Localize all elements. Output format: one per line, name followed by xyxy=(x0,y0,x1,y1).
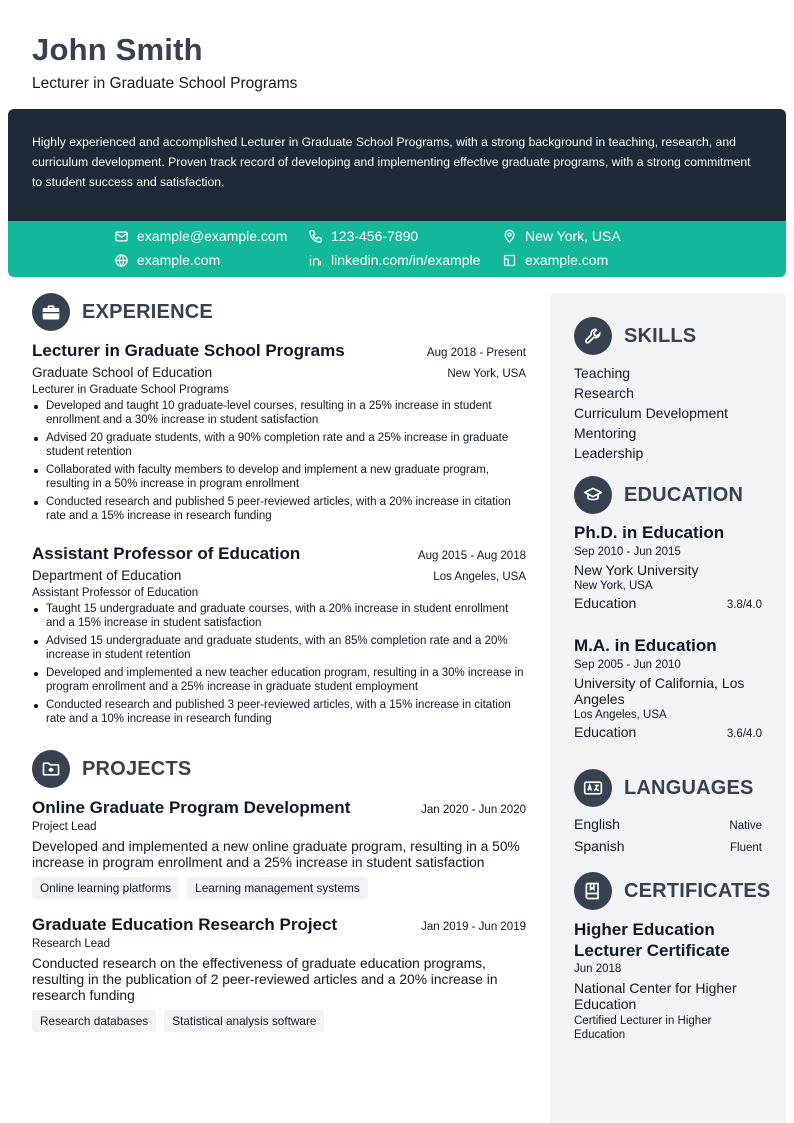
job-role: Assistant Professor of Education xyxy=(32,587,199,599)
language-icon xyxy=(574,769,612,807)
job-bullet: Collaborated with faculty members to develop and implement a new graduate program, resulting in a 50% increase in program enrollment xyxy=(32,463,526,491)
job-bullet: Advised 20 graduate students, with a 90% completion rate and a 25% increase in graduate student retention xyxy=(32,431,526,459)
experience-item xyxy=(32,341,526,527)
job-bullet: Conducted research and published 5 peer-reviewed articles, with a 20% increase in citation rate and a 15% increase in research funding xyxy=(32,495,526,523)
sidebar xyxy=(550,293,786,1123)
project-description: Developed and implemented a new online graduate program, resulting in a 50% increase in program enrollment and a 25% increase in student satisfaction xyxy=(32,839,520,870)
job-location: Los Angeles, USA xyxy=(433,571,526,583)
job-bullets xyxy=(32,399,526,523)
skill-item: Mentoring xyxy=(574,425,637,441)
contact-location-text: New York, USA xyxy=(525,228,621,244)
experience-item xyxy=(32,544,526,730)
job-bullets xyxy=(32,602,526,726)
language-level: Native xyxy=(729,820,762,832)
language-name: Spanish xyxy=(574,838,625,854)
project-tag: Online learning platforms xyxy=(32,877,179,899)
education-school: University of California, Los Angeles xyxy=(574,675,745,707)
skill-item: Curriculum Development xyxy=(574,405,729,421)
languages-title: LANGUAGES xyxy=(624,776,754,799)
education-field: Education xyxy=(574,724,637,740)
job-bullet: Taught 15 undergraduate and graduate courses, with a 20% increase in student enrollment and a 15% increase in student satisfaction xyxy=(32,602,526,630)
skill-item: Leadership xyxy=(574,445,644,461)
project-tag: Research databases xyxy=(32,1010,156,1032)
project-dates: Jan 2019 - Jun 2019 xyxy=(421,921,526,933)
job-title: Lecturer in Graduate School Programs xyxy=(32,341,345,360)
contact-bar xyxy=(8,221,786,277)
job-dates: Aug 2015 - Aug 2018 xyxy=(417,550,526,562)
project-item xyxy=(32,798,526,899)
project-tag: Learning management systems xyxy=(187,877,368,899)
certificates-title: CERTIFICATES xyxy=(624,879,771,902)
education-degree: Ph.D. in Education xyxy=(574,523,725,542)
job-organization: Department of Education xyxy=(32,568,182,583)
project-tags xyxy=(32,877,526,899)
mail-icon xyxy=(114,229,129,244)
skills-list xyxy=(574,363,728,463)
job-title: Assistant Professor of Education xyxy=(32,544,301,563)
project-title: Graduate Education Research Project xyxy=(32,915,338,934)
project-role: Project Lead xyxy=(32,821,97,833)
contact-email-text: example@example.com xyxy=(137,228,288,244)
resume-headline: Lecturer in Graduate School Programs xyxy=(32,75,298,92)
certificate-title: Higher Education Lecturer Certificate xyxy=(574,920,730,960)
resume-name: John Smith xyxy=(32,32,203,67)
graduation-cap-icon xyxy=(574,476,612,514)
summary-text: Highly experienced and accomplished Lecturer in Graduate School Programs, with a strong background in teaching, research, and curriculum development. Proven track record of developing and implementing effective graduate programs, with a strong commitment to student success and satisfaction. xyxy=(32,135,751,189)
skill-item: Research xyxy=(574,385,634,401)
skills-heading xyxy=(574,317,696,355)
certificate-note: Certified Lecturer in Higher Education xyxy=(574,1015,712,1041)
job-bullet: Developed and implemented a new teacher education program, resulting in a 30% increase in program enrollment and a 25% increase in graduate student employment xyxy=(32,666,526,694)
education-location: New York, USA xyxy=(574,580,653,592)
education-dates: Sep 2010 - Jun 2015 xyxy=(574,546,681,558)
phone-icon xyxy=(308,229,323,244)
job-role: Lecturer in Graduate School Programs xyxy=(32,384,229,396)
job-bullet: Developed and taught 10 graduate-level courses, resulting in a 25% increase in student enrollment and a 30% increase in student satisfaction xyxy=(32,399,526,427)
certificate-item xyxy=(574,919,762,1042)
summary-panel xyxy=(8,109,786,221)
certificate-date: Jun 2018 xyxy=(574,963,622,975)
briefcase-icon xyxy=(32,293,70,331)
education-item xyxy=(574,523,762,611)
book-icon xyxy=(574,872,612,910)
job-bullet: Conducted research and published 3 peer-reviewed articles, with a 15% increase in citation rate and a 10% increase in research funding xyxy=(32,698,526,726)
education-item xyxy=(574,636,762,740)
contact-portfolio-text: example.com xyxy=(525,252,609,268)
contact-location xyxy=(502,228,621,244)
project-description: Conducted research on the effectiveness of graduate education programs, resulting in the publication of 2 peer-reviewed articles and a 20% increase in research funding xyxy=(32,956,498,1003)
education-school: New York University xyxy=(574,562,699,578)
contact-email[interactable] xyxy=(114,228,287,244)
globe-icon xyxy=(114,253,129,268)
project-tag: Statistical analysis software xyxy=(164,1010,324,1032)
project-title: Online Graduate Program Development xyxy=(32,798,351,817)
portfolio-icon xyxy=(502,253,517,268)
contact-linkedin[interactable] xyxy=(308,252,480,268)
certificates-heading xyxy=(574,872,770,910)
experience-heading xyxy=(32,293,213,331)
wrench-icon xyxy=(574,317,612,355)
contact-phone-text: 123-456-7890 xyxy=(331,228,419,244)
contact-phone[interactable] xyxy=(308,228,418,244)
language-item xyxy=(574,836,762,858)
linkedin-icon xyxy=(308,253,323,268)
education-degree: M.A. in Education xyxy=(574,636,717,655)
projects-heading xyxy=(32,750,191,788)
contact-website[interactable] xyxy=(114,252,220,268)
education-title: EDUCATION xyxy=(624,483,744,506)
job-bullet: Advised 15 undergraduate and graduate students, with an 85% completion rate and a 20% increase in student retention xyxy=(32,634,526,662)
project-dates: Jan 2020 - Jun 2020 xyxy=(421,804,526,816)
map-pin-icon xyxy=(502,229,517,244)
languages-heading xyxy=(574,769,754,807)
education-dates: Sep 2005 - Jun 2010 xyxy=(574,659,681,671)
contact-portfolio[interactable] xyxy=(502,252,608,268)
project-item xyxy=(32,915,526,1032)
job-organization: Graduate School of Education xyxy=(32,365,213,380)
contact-linkedin-text: linkedin.com/in/example xyxy=(331,252,481,268)
language-item xyxy=(574,814,762,836)
contact-website-text: example.com xyxy=(137,252,221,268)
project-role: Research Lead xyxy=(32,938,110,950)
language-name: English xyxy=(574,816,620,832)
skills-title: SKILLS xyxy=(624,324,697,347)
certificate-issuer: National Center for Higher Education xyxy=(574,980,737,1012)
experience-title: EXPERIENCE xyxy=(82,300,213,323)
projects-title: PROJECTS xyxy=(82,757,192,780)
education-heading xyxy=(574,476,743,514)
job-location: New York, USA xyxy=(447,368,526,380)
education-location: Los Angeles, USA xyxy=(574,709,667,721)
education-gpa: 3.8/4.0 xyxy=(726,599,762,611)
folder-icon xyxy=(32,750,70,788)
project-tags xyxy=(32,1010,526,1032)
skill-item: Teaching xyxy=(574,365,631,381)
education-gpa: 3.6/4.0 xyxy=(726,728,762,740)
languages-list xyxy=(574,814,762,858)
education-field: Education xyxy=(574,595,637,611)
language-level: Fluent xyxy=(730,842,762,854)
job-dates: Aug 2018 - Present xyxy=(426,347,526,359)
